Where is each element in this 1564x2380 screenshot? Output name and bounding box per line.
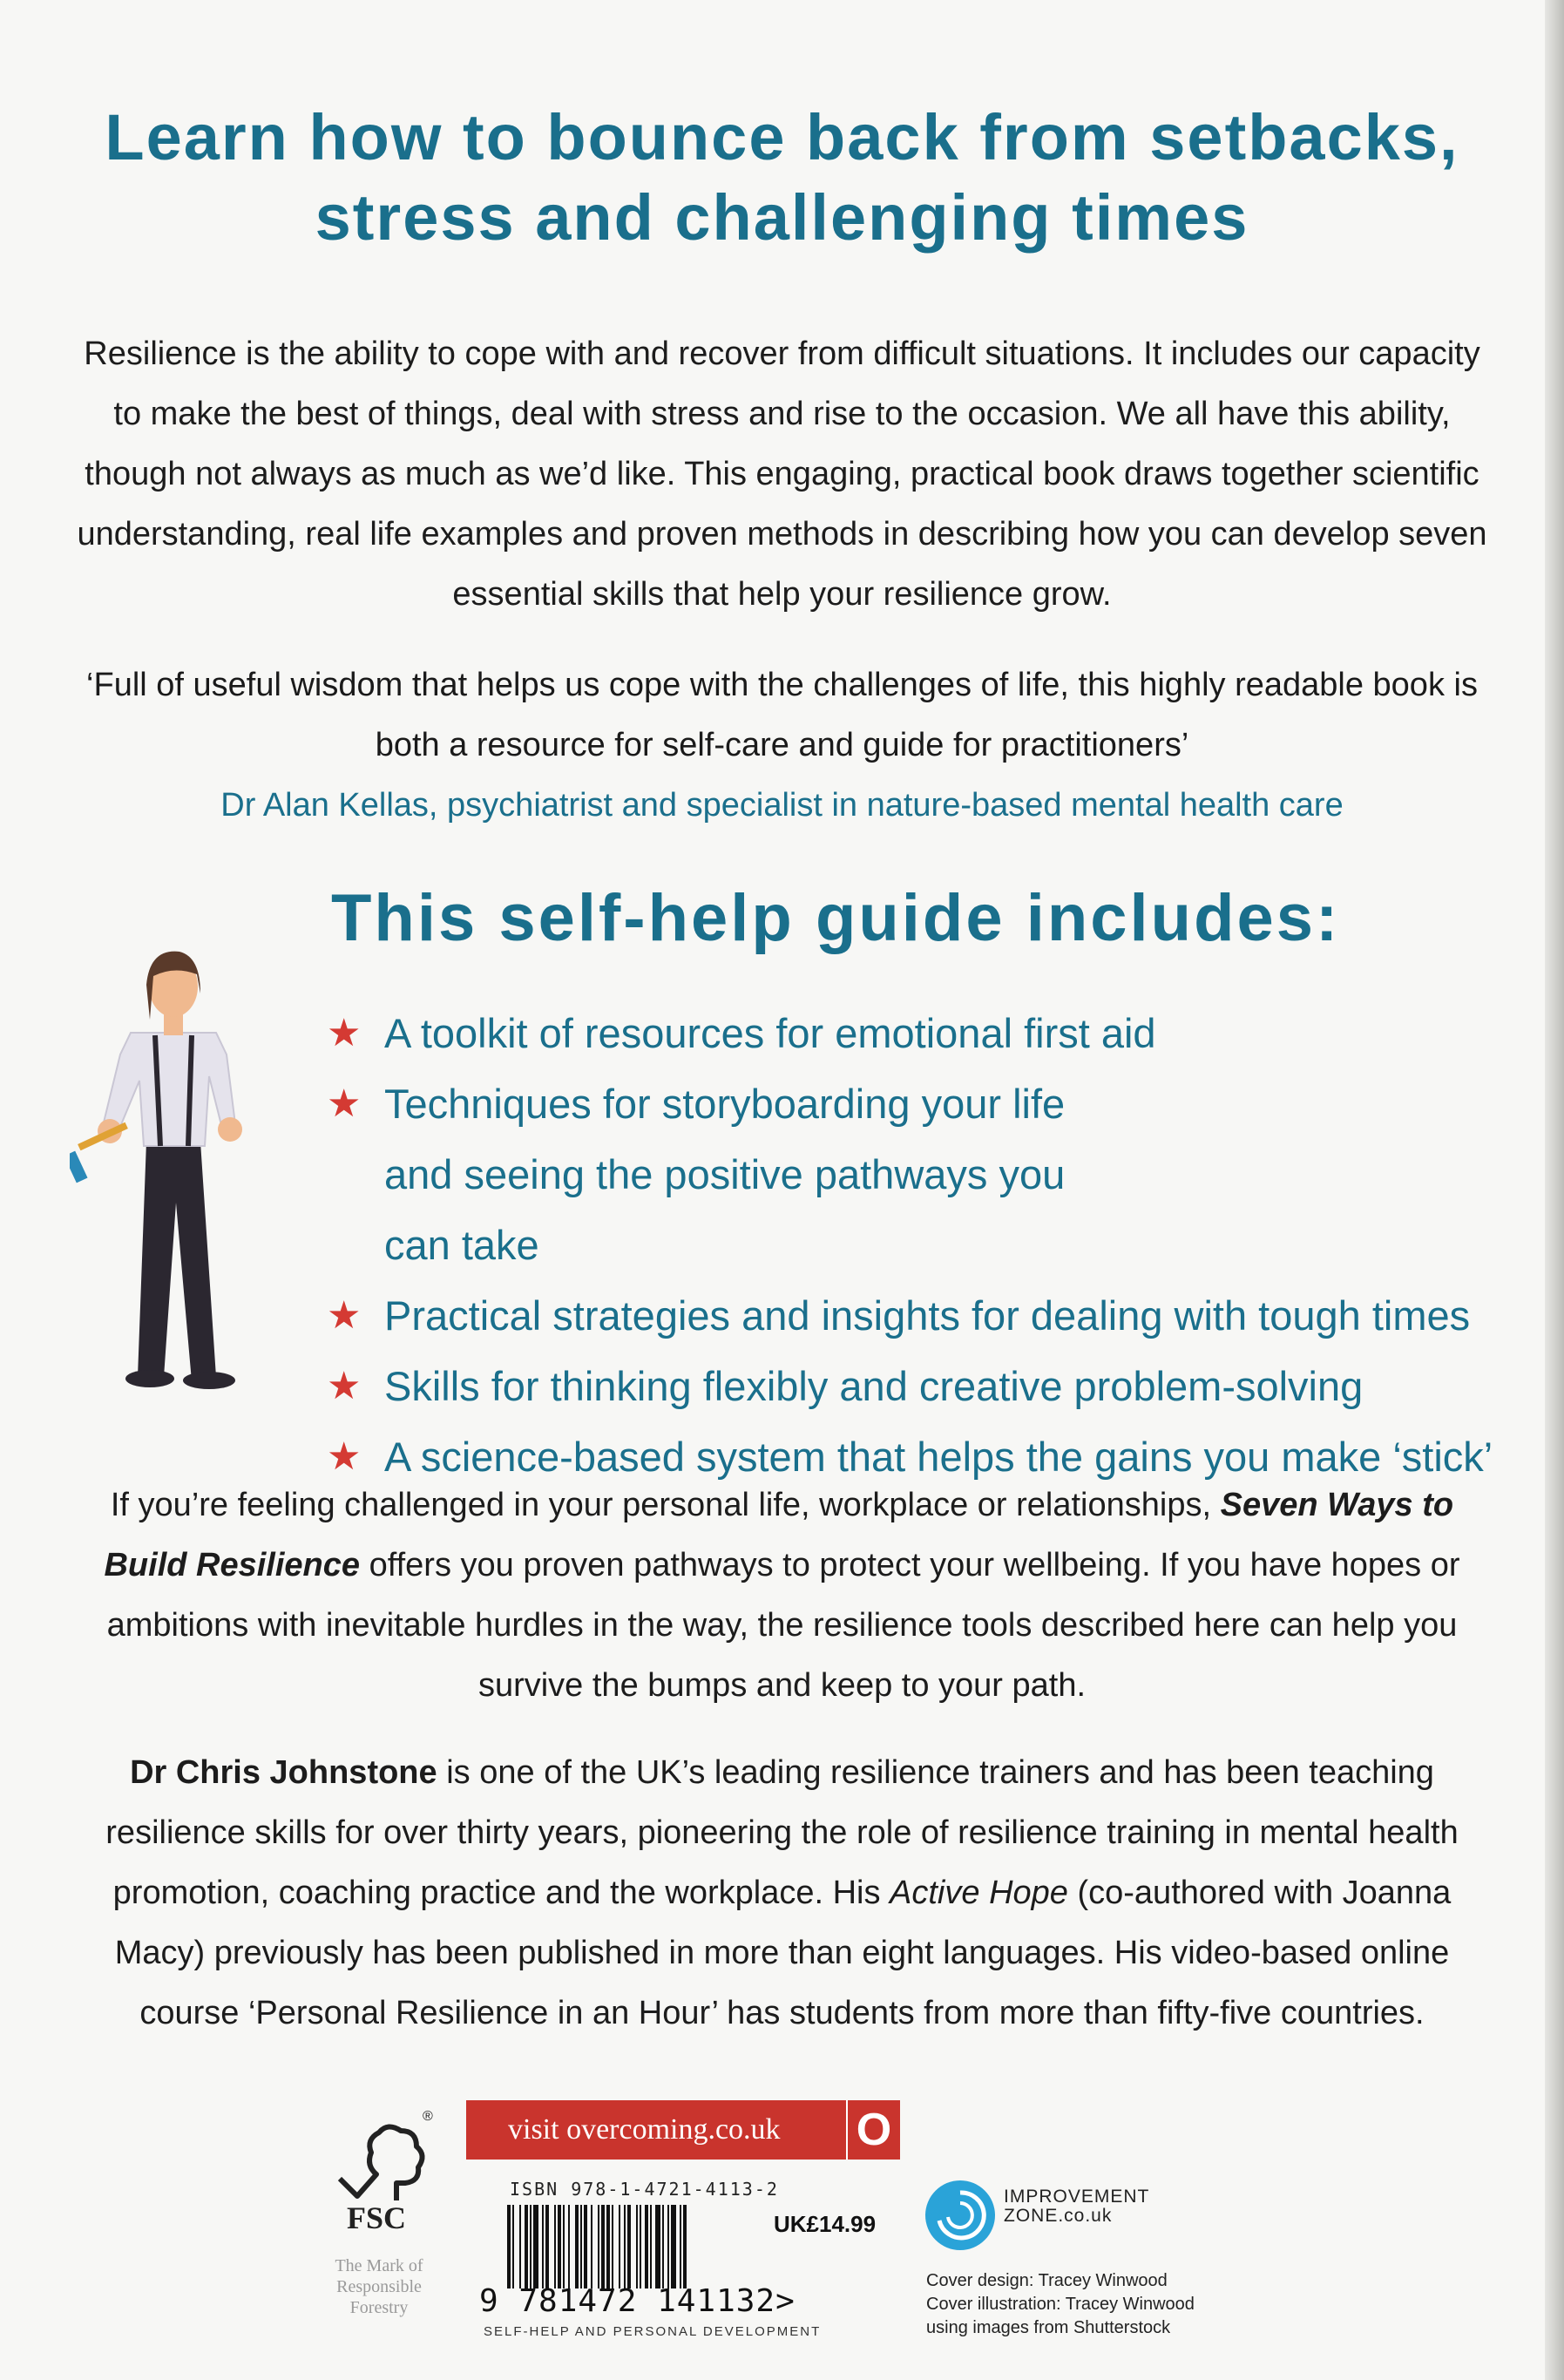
author-text: is one of the UK’s leading resilience trainers and has been teaching resilience skills for over thirty years, pioneering the role of resilience training in mental health promotion, coaching practice and the workplace. His — [105, 1754, 1459, 1911]
publisher-logo: O — [846, 2100, 900, 2160]
list-item-text: Techniques for storyboarding your life and seeing the positive pathways you can take — [384, 1081, 1066, 1268]
star-icon: ★ — [327, 1012, 362, 1054]
svg-text:®: ® — [423, 2109, 433, 2124]
includes-title: This self-help guide includes: — [331, 881, 1341, 955]
fsc-logo — [314, 2105, 444, 2318]
isbn: ISBN 978-1-4721-4113-2 — [510, 2179, 779, 2200]
quote-attribution: Dr Alan Kellas, psychiatrist and specialist in nature-based mental health care — [220, 787, 1344, 824]
list-item-text: A toolkit of resources for emotional first aid — [384, 1010, 1156, 1056]
barcode — [504, 2205, 765, 2292]
improvement-zone-label — [1004, 2187, 1149, 2226]
list-item-text: Practical strategies and insights for dealing with tough times — [384, 1292, 1471, 1339]
star-icon: ★ — [327, 1294, 362, 1337]
other-book-title: Active Hope — [890, 1875, 1068, 1911]
headline-line-1: Learn how to bounce back from setbacks, — [105, 101, 1459, 173]
list-item — [327, 1280, 1494, 1351]
headline-line-2: stress and challenging times — [315, 181, 1249, 254]
page-edge — [1545, 0, 1564, 2380]
fsc-note — [314, 2255, 444, 2318]
woman-with-hammer-illustration — [70, 924, 314, 1394]
visit-website-banner[interactable] — [466, 2100, 900, 2160]
intro-line: essential skills that help your resilience grow. — [452, 576, 1112, 613]
price: UK£14.99 — [774, 2211, 877, 2237]
includes-list — [327, 998, 1494, 1492]
improvement-zone-line: ZONE.co.uk — [1004, 2206, 1113, 2226]
barcode-number — [479, 2283, 796, 2319]
quote-line: both a resource for self-care and guide for practitioners’ — [375, 727, 1189, 763]
book-category: SELF-HELP AND PERSONAL DEVELOPMENT — [484, 2324, 822, 2339]
intro-line: Resilience is the ability to cope with and recover from difficult situations. It includes our capacity — [84, 336, 1480, 372]
book-title: Seven Ways to Build Resilience — [104, 1487, 1454, 1583]
fsc-note-line: Forestry — [349, 2298, 409, 2317]
intro-line: understanding, real life examples and proven methods in describing how you can develop seven — [77, 516, 1487, 553]
fsc-note-line: The Mark of — [335, 2256, 423, 2275]
author-text: (co-authored with Joanna Macy) previously has been published in more than eight languages. His video-based online course ‘Personal Resilience in an Hour’ has students from more than fifty-five countries. — [114, 1875, 1452, 2031]
improvement-zone-swirl-icon — [924, 2179, 997, 2252]
credit-line: Cover design: Tracey Winwood — [926, 2271, 1168, 2290]
review-quote — [0, 655, 1564, 836]
visit-url[interactable]: visit overcoming.co.uk — [508, 2113, 781, 2146]
pitch-paragraph — [83, 1475, 1481, 1716]
cover-credits — [926, 2269, 1195, 2340]
star-icon: ★ — [327, 1082, 362, 1125]
barcode-digits: 9 781472 141132 — [479, 2283, 776, 2319]
quote-line: ‘Full of useful wisdom that helps us cope with the challenges of life, this highly readable book is — [86, 667, 1478, 703]
intro-paragraph — [52, 324, 1512, 625]
author-bio — [83, 1743, 1481, 2044]
list-item-text: Skills for thinking flexibly and creative problem-solving — [384, 1363, 1364, 1409]
fsc-note-line: Responsible — [336, 2277, 422, 2296]
credit-line: using images from Shutterstock — [926, 2318, 1171, 2337]
fsc-label: FSC — [347, 2200, 407, 2235]
list-item — [327, 1068, 1494, 1280]
intro-line: though not always as much as we’d like. This engaging, practical book draws together scientific — [85, 456, 1479, 492]
barcode-arrow: > — [775, 2283, 796, 2319]
credit-line: Cover illustration: Tracey Winwood — [926, 2295, 1195, 2314]
fsc-tree-icon — [314, 2105, 444, 2235]
star-icon: ★ — [327, 1365, 362, 1407]
star-icon: ★ — [327, 1435, 362, 1478]
pitch-text: offers you proven pathways to protect your wellbeing. If you have hopes or ambitions with inevitable hurdles in the way, the resilience tools described here can help you survive the bumps and keep to your path. — [106, 1547, 1460, 1704]
list-item — [327, 1351, 1494, 1421]
list-item-text: A science-based system that helps the gains you make ‘stick’ — [384, 1434, 1493, 1480]
improvement-zone-line: IMPROVEMENT — [1004, 2187, 1150, 2207]
pitch-text: If you’re feeling challenged in your personal life, workplace or relationships, — [110, 1487, 1212, 1523]
intro-line: to make the best of things, deal with stress and rise to the occasion. We all have this ability, — [113, 396, 1451, 432]
list-item — [327, 998, 1494, 1068]
author-name: Dr Chris Johnstone — [130, 1754, 437, 1791]
